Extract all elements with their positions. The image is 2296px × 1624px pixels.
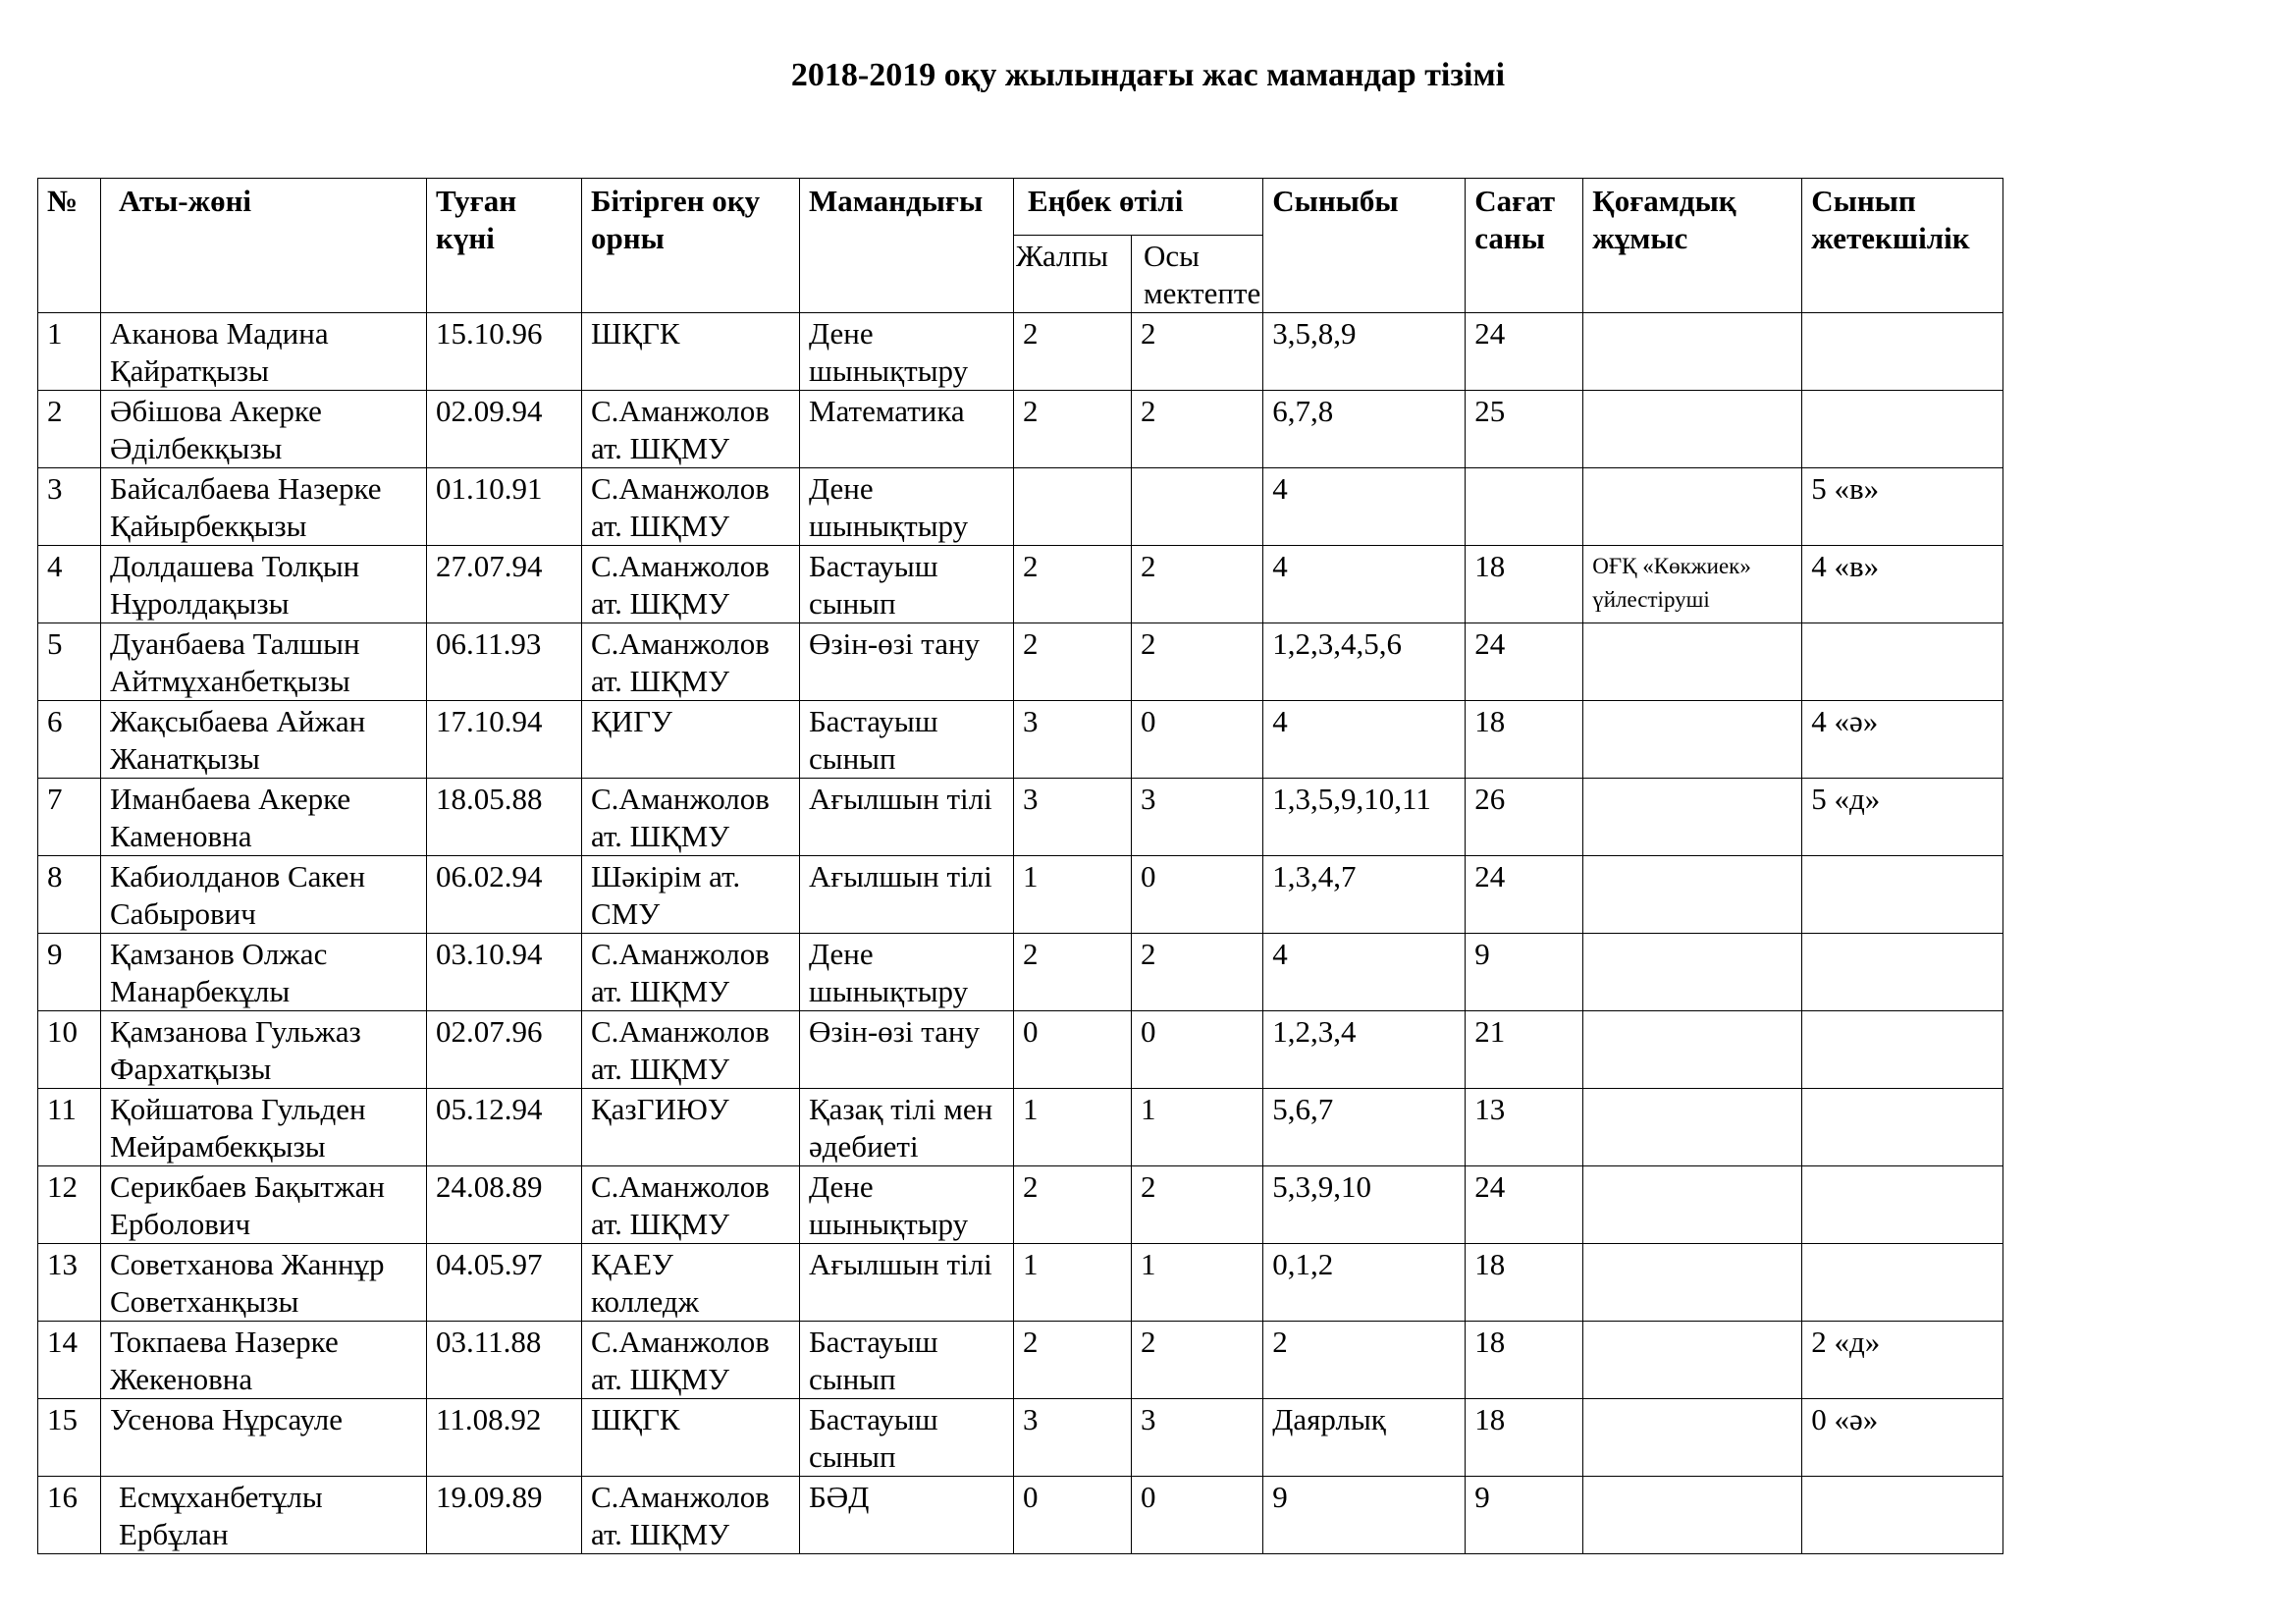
cell-specialty: Дене шынықтыру bbox=[800, 934, 1014, 1011]
cell-education: ШҚГК bbox=[582, 1399, 800, 1477]
cell-birth-date: 15.10.96 bbox=[427, 313, 582, 391]
cell-experience-total: 1 bbox=[1014, 856, 1132, 934]
cell-hours: 18 bbox=[1466, 1244, 1583, 1322]
cell-social-work bbox=[1583, 313, 1802, 391]
cell-no: 11 bbox=[38, 1089, 101, 1166]
cell-homeroom bbox=[1802, 1477, 2003, 1554]
cell-homeroom bbox=[1802, 1011, 2003, 1089]
cell-hours: 9 bbox=[1466, 1477, 1583, 1554]
cell-no: 7 bbox=[38, 779, 101, 856]
cell-education: С.Аманжолов ат. ШҚМУ bbox=[582, 934, 800, 1011]
cell-experience-total: 2 bbox=[1014, 1166, 1132, 1244]
cell-birth-date: 05.12.94 bbox=[427, 1089, 582, 1166]
cell-no: 1 bbox=[38, 313, 101, 391]
cell-experience-school: 2 bbox=[1132, 1322, 1263, 1399]
cell-birth-date: 02.07.96 bbox=[427, 1011, 582, 1089]
cell-homeroom bbox=[1802, 934, 2003, 1011]
header-social-work: Қоғамдық жұмыс bbox=[1583, 179, 1802, 313]
cell-experience-school: 0 bbox=[1132, 1011, 1263, 1089]
cell-birth-date: 03.10.94 bbox=[427, 934, 582, 1011]
cell-experience-school: 3 bbox=[1132, 779, 1263, 856]
cell-experience-total bbox=[1014, 468, 1132, 546]
cell-experience-school: 0 bbox=[1132, 856, 1263, 934]
cell-birth-date: 01.10.91 bbox=[427, 468, 582, 546]
cell-no: 10 bbox=[38, 1011, 101, 1089]
cell-specialty: Өзін-өзі тану bbox=[800, 1011, 1014, 1089]
cell-hours: 9 bbox=[1466, 934, 1583, 1011]
cell-experience-total: 2 bbox=[1014, 546, 1132, 623]
cell-hours: 18 bbox=[1466, 701, 1583, 779]
cell-specialty: Бастауыш сынып bbox=[800, 546, 1014, 623]
header-no: № bbox=[38, 179, 101, 313]
cell-specialty: Дене шынықтыру bbox=[800, 468, 1014, 546]
cell-birth-date: 19.09.89 bbox=[427, 1477, 582, 1554]
cell-education: С.Аманжолов ат. ШҚМУ bbox=[582, 391, 800, 468]
cell-social-work bbox=[1583, 1089, 1802, 1166]
cell-experience-total: 0 bbox=[1014, 1011, 1132, 1089]
cell-classes: Даярлық bbox=[1263, 1399, 1466, 1477]
cell-name: Долдашева Толқын Нұролдақызы bbox=[101, 546, 427, 623]
cell-name: Жақсыбаева Айжан Жанатқызы bbox=[101, 701, 427, 779]
cell-classes: 0,1,2 bbox=[1263, 1244, 1466, 1322]
cell-experience-school: 1 bbox=[1132, 1089, 1263, 1166]
cell-classes: 1,2,3,4,5,6 bbox=[1263, 623, 1466, 701]
cell-experience-total: 2 bbox=[1014, 391, 1132, 468]
cell-name: Дуанбаева Талшын Айтмұханбетқызы bbox=[101, 623, 427, 701]
table-row bbox=[38, 1399, 2003, 1477]
header-experience-total: Жалпы bbox=[1014, 236, 1132, 313]
page-title: 2018-2019 оқу жылындағы жас мамандар тізімі bbox=[790, 57, 1506, 93]
cell-homeroom: 2 «д» bbox=[1802, 1322, 2003, 1399]
cell-hours: 13 bbox=[1466, 1089, 1583, 1166]
table-row bbox=[38, 1089, 2003, 1166]
cell-homeroom bbox=[1802, 391, 2003, 468]
cell-homeroom bbox=[1802, 313, 2003, 391]
cell-experience-total: 3 bbox=[1014, 779, 1132, 856]
table-row bbox=[38, 1322, 2003, 1399]
header-experience: Еңбек өтілі bbox=[1014, 179, 1263, 236]
cell-hours: 24 bbox=[1466, 1166, 1583, 1244]
cell-social-work bbox=[1583, 1244, 1802, 1322]
cell-no: 14 bbox=[38, 1322, 101, 1399]
cell-experience-total: 2 bbox=[1014, 623, 1132, 701]
cell-homeroom: 4 «ә» bbox=[1802, 701, 2003, 779]
table-row bbox=[38, 701, 2003, 779]
cell-social-work bbox=[1583, 1399, 1802, 1477]
cell-name: Қойшатова Гульден Мейрамбекқызы bbox=[101, 1089, 427, 1166]
cell-experience-total: 1 bbox=[1014, 1244, 1132, 1322]
cell-hours: 21 bbox=[1466, 1011, 1583, 1089]
cell-hours: 24 bbox=[1466, 623, 1583, 701]
cell-classes: 1,3,4,7 bbox=[1263, 856, 1466, 934]
cell-classes: 5,3,9,10 bbox=[1263, 1166, 1466, 1244]
cell-birth-date: 06.11.93 bbox=[427, 623, 582, 701]
cell-classes: 5,6,7 bbox=[1263, 1089, 1466, 1166]
header-experience-school: Осы мектепте bbox=[1132, 236, 1263, 313]
cell-social-work: ОҒҚ «Көкжиек» үйлестіруші bbox=[1583, 546, 1802, 623]
cell-no: 15 bbox=[38, 1399, 101, 1477]
cell-specialty: Математика bbox=[800, 391, 1014, 468]
cell-experience-total: 2 bbox=[1014, 934, 1132, 1011]
cell-birth-date: 04.05.97 bbox=[427, 1244, 582, 1322]
cell-no: 9 bbox=[38, 934, 101, 1011]
cell-social-work bbox=[1583, 1011, 1802, 1089]
cell-birth-date: 06.02.94 bbox=[427, 856, 582, 934]
table-row bbox=[38, 1011, 2003, 1089]
cell-experience-school: 2 bbox=[1132, 934, 1263, 1011]
cell-education: С.Аманжолов ат. ШҚМУ bbox=[582, 546, 800, 623]
cell-name: Әбішова Акерке Әділбекқызы bbox=[101, 391, 427, 468]
cell-experience-school: 2 bbox=[1132, 546, 1263, 623]
cell-homeroom bbox=[1802, 1089, 2003, 1166]
cell-no: 4 bbox=[38, 546, 101, 623]
cell-hours: 18 bbox=[1466, 1322, 1583, 1399]
table-row bbox=[38, 934, 2003, 1011]
cell-education: С.Аманжолов ат. ШҚМУ bbox=[582, 1166, 800, 1244]
header-birth: Туған күні bbox=[427, 179, 582, 313]
cell-hours: 24 bbox=[1466, 313, 1583, 391]
cell-experience-school: 2 bbox=[1132, 313, 1263, 391]
cell-name: Байсалбаева Назерке Қайырбекқызы bbox=[101, 468, 427, 546]
cell-social-work bbox=[1583, 391, 1802, 468]
cell-experience-school: 2 bbox=[1132, 391, 1263, 468]
cell-experience-total: 3 bbox=[1014, 701, 1132, 779]
cell-experience-school: 2 bbox=[1132, 623, 1263, 701]
cell-name: Аканова Мадина Қайратқызы bbox=[101, 313, 427, 391]
cell-social-work bbox=[1583, 623, 1802, 701]
cell-education: ШҚГК bbox=[582, 313, 800, 391]
table-row bbox=[38, 313, 2003, 391]
cell-hours: 18 bbox=[1466, 546, 1583, 623]
cell-experience-school: 0 bbox=[1132, 701, 1263, 779]
cell-specialty: Дене шынықтыру bbox=[800, 1166, 1014, 1244]
cell-experience-school: 0 bbox=[1132, 1477, 1263, 1554]
cell-education: Шәкірім ат. СМУ bbox=[582, 856, 800, 934]
cell-birth-date: 17.10.94 bbox=[427, 701, 582, 779]
cell-hours: 18 bbox=[1466, 1399, 1583, 1477]
cell-classes: 4 bbox=[1263, 546, 1466, 623]
cell-name: Токпаева Назерке Жекеновна bbox=[101, 1322, 427, 1399]
cell-homeroom: 5 «д» bbox=[1802, 779, 2003, 856]
cell-classes: 4 bbox=[1263, 468, 1466, 546]
cell-classes: 4 bbox=[1263, 701, 1466, 779]
cell-homeroom bbox=[1802, 856, 2003, 934]
header-name: Аты-жөні bbox=[101, 179, 427, 313]
cell-no: 6 bbox=[38, 701, 101, 779]
cell-education: С.Аманжолов ат. ШҚМУ bbox=[582, 1477, 800, 1554]
cell-experience-total: 3 bbox=[1014, 1399, 1132, 1477]
cell-homeroom: 0 «ә» bbox=[1802, 1399, 2003, 1477]
table-row bbox=[38, 623, 2003, 701]
cell-homeroom: 4 «в» bbox=[1802, 546, 2003, 623]
table-row bbox=[38, 856, 2003, 934]
cell-social-work bbox=[1583, 856, 1802, 934]
cell-name: Есмұханбетұлы Ербұлан bbox=[101, 1477, 427, 1554]
cell-social-work bbox=[1583, 779, 1802, 856]
cell-name: Иманбаева Акерке Каменовна bbox=[101, 779, 427, 856]
cell-no: 8 bbox=[38, 856, 101, 934]
table-row bbox=[38, 546, 2003, 623]
cell-experience-total: 2 bbox=[1014, 313, 1132, 391]
cell-classes: 6,7,8 bbox=[1263, 391, 1466, 468]
cell-name: Серикбаев Бақытжан Ерболович bbox=[101, 1166, 427, 1244]
cell-specialty: Бастауыш сынып bbox=[800, 1399, 1014, 1477]
cell-education: С.Аманжолов ат. ШҚМУ bbox=[582, 623, 800, 701]
cell-classes: 3,5,8,9 bbox=[1263, 313, 1466, 391]
cell-hours: 25 bbox=[1466, 391, 1583, 468]
cell-birth-date: 11.08.92 bbox=[427, 1399, 582, 1477]
cell-birth-date: 24.08.89 bbox=[427, 1166, 582, 1244]
cell-no: 12 bbox=[38, 1166, 101, 1244]
cell-homeroom bbox=[1802, 623, 2003, 701]
cell-experience-school: 3 bbox=[1132, 1399, 1263, 1477]
cell-specialty: Қазақ тілі мен әдебиеті bbox=[800, 1089, 1014, 1166]
cell-name: Кабиолданов Сакен Сабырович bbox=[101, 856, 427, 934]
cell-no: 16 bbox=[38, 1477, 101, 1554]
cell-experience-school: 1 bbox=[1132, 1244, 1263, 1322]
cell-specialty: Өзін-өзі тану bbox=[800, 623, 1014, 701]
cell-education: С.Аманжолов ат. ШҚМУ bbox=[582, 468, 800, 546]
table-row bbox=[38, 1477, 2003, 1554]
cell-name: Қамзанов Олжас Манарбекұлы bbox=[101, 934, 427, 1011]
header-education: Бітірген оқу орны bbox=[582, 179, 800, 313]
cell-specialty: Ағылшын тілі bbox=[800, 1244, 1014, 1322]
cell-education: С.Аманжолов ат. ШҚМУ bbox=[582, 1322, 800, 1399]
young-specialists-table bbox=[37, 178, 2003, 1554]
table-row bbox=[38, 779, 2003, 856]
cell-classes: 2 bbox=[1263, 1322, 1466, 1399]
cell-experience-school bbox=[1132, 468, 1263, 546]
cell-specialty: БӘД bbox=[800, 1477, 1014, 1554]
cell-education: ҚАЕУ колледж bbox=[582, 1244, 800, 1322]
cell-name: Қамзанова Гульжаз Фархатқызы bbox=[101, 1011, 427, 1089]
cell-no: 5 bbox=[38, 623, 101, 701]
cell-specialty: Бастауыш сынып bbox=[800, 1322, 1014, 1399]
cell-education: ҚИГУ bbox=[582, 701, 800, 779]
header-classes: Сыныбы bbox=[1263, 179, 1466, 313]
cell-birth-date: 18.05.88 bbox=[427, 779, 582, 856]
cell-specialty: Дене шынықтыру bbox=[800, 313, 1014, 391]
cell-classes: 9 bbox=[1263, 1477, 1466, 1554]
header-hours: Сағат саны bbox=[1466, 179, 1583, 313]
cell-experience-total: 1 bbox=[1014, 1089, 1132, 1166]
cell-birth-date: 27.07.94 bbox=[427, 546, 582, 623]
cell-education: С.Аманжолов ат. ШҚМУ bbox=[582, 1011, 800, 1089]
cell-birth-date: 02.09.94 bbox=[427, 391, 582, 468]
cell-no: 13 bbox=[38, 1244, 101, 1322]
cell-homeroom: 5 «в» bbox=[1802, 468, 2003, 546]
cell-education: С.Аманжолов ат. ШҚМУ bbox=[582, 779, 800, 856]
cell-specialty: Ағылшын тілі bbox=[800, 856, 1014, 934]
header-specialty: Мамандығы bbox=[800, 179, 1014, 313]
cell-hours bbox=[1466, 468, 1583, 546]
cell-no: 3 bbox=[38, 468, 101, 546]
cell-no: 2 bbox=[38, 391, 101, 468]
cell-specialty: Бастауыш сынып bbox=[800, 701, 1014, 779]
cell-name: Советханова Жаннұр Советханқызы bbox=[101, 1244, 427, 1322]
cell-classes: 4 bbox=[1263, 934, 1466, 1011]
cell-experience-total: 0 bbox=[1014, 1477, 1132, 1554]
cell-classes: 1,3,5,9,10,11 bbox=[1263, 779, 1466, 856]
table-row bbox=[38, 468, 2003, 546]
cell-specialty: Ағылшын тілі bbox=[800, 779, 1014, 856]
cell-name: Усенова Нұрсауле bbox=[101, 1399, 427, 1477]
table-row bbox=[38, 1244, 2003, 1322]
header-homeroom: Сынып жетекшілік bbox=[1802, 179, 2003, 313]
cell-hours: 26 bbox=[1466, 779, 1583, 856]
table-row bbox=[38, 391, 2003, 468]
cell-experience-school: 2 bbox=[1132, 1166, 1263, 1244]
cell-hours: 24 bbox=[1466, 856, 1583, 934]
cell-experience-total: 2 bbox=[1014, 1322, 1132, 1399]
cell-birth-date: 03.11.88 bbox=[427, 1322, 582, 1399]
cell-homeroom bbox=[1802, 1166, 2003, 1244]
cell-social-work bbox=[1583, 1477, 1802, 1554]
cell-education: ҚазГИЮУ bbox=[582, 1089, 800, 1166]
cell-homeroom bbox=[1802, 1244, 2003, 1322]
cell-social-work bbox=[1583, 468, 1802, 546]
cell-social-work bbox=[1583, 1166, 1802, 1244]
cell-social-work bbox=[1583, 934, 1802, 1011]
table-row bbox=[38, 1166, 2003, 1244]
cell-social-work bbox=[1583, 701, 1802, 779]
cell-social-work bbox=[1583, 1322, 1802, 1399]
cell-classes: 1,2,3,4 bbox=[1263, 1011, 1466, 1089]
